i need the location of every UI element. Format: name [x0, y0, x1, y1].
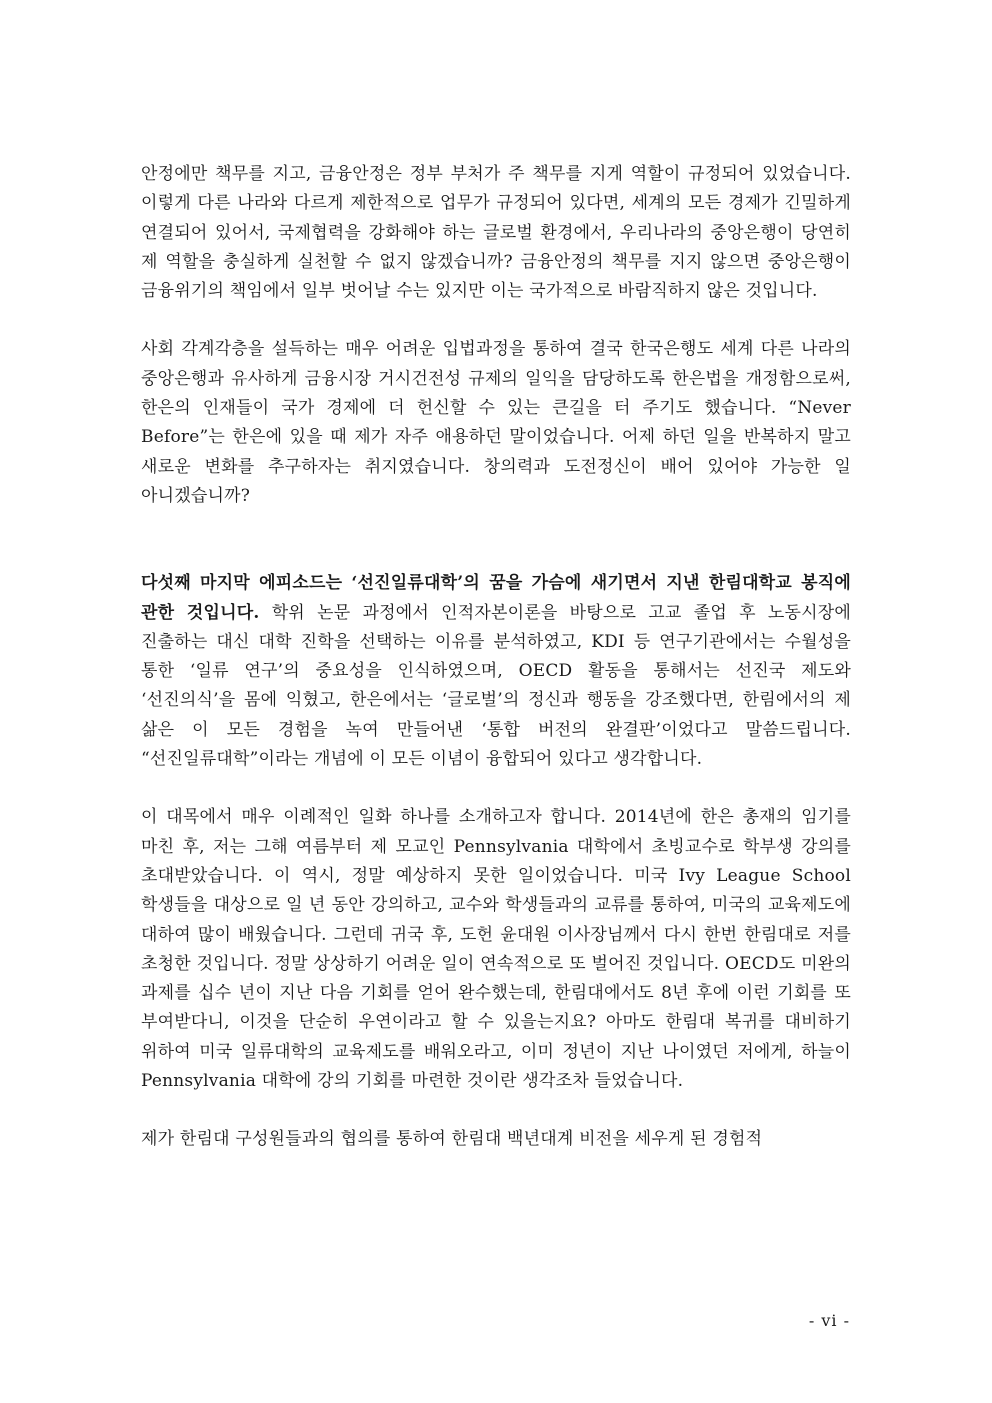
page-number: - vi -: [808, 1311, 850, 1330]
paragraph-fifth-episode: [141, 569, 851, 774]
paragraph-central-bank-mandate: 안정에만 책무를 지고, 금융안정은 정부 부처가 주 책무를 지게 역할이 규정되어 있었습니다. 이렇게 다른 나라와 다르게 제한적으로 업무가 규정되어 있다면, 세계의 모든 경제가 긴밀하게 연결되어 있어서, 국제협력을 강화해야 하는 글로벌 환경에서, 우리나라의 중앙은행이 당연히 제 역할을 충실하게 실천할 수 없지 않겠습니까? 금융안정의 책무를 지지 않으면 중앙은행이 금융위기의 책임에서 일부 벗어날 수는 있지만 이는 국가적으로 바람직하지 않은 것입니다.: [141, 164, 851, 302]
fifth-episode-heading: 다섯째 마지막 에피소드는 ‘선진일류대학’의 꿈을 가슴에 새기면서 지낸 한림대학교 봉직에 관한 것입니다.: [141, 573, 851, 623]
body-text: [141, 160, 851, 1155]
fifth-episode-body: 학위 논문 과정에서 인적자본이론을 바탕으로 고교 졸업 후 노동시장에 진출하는 대신 대학 진학을 선택하는 이유를 분석하였고, KDI 등 연구기관에서는 수월성을 통한 ‘일류 연구’의 중요성을 인식하였으며, OECD 활동을 통해서는 선진국 제도와 ‘선진의식’을 몸에 익혔고, 한은에서는 ‘글로벌’의 정신과 행동을 강조했다면, 한림에서의 제 삶은 이 모든 경험을 녹여 만들어낸 ‘통합 버전의 완결판’이었다고 말씀드립니다. “선진일류대학”이라는 개념에 이 모든 이념이 융합되어 있다고 생각합니다.: [141, 602, 851, 770]
paragraph-hallym-vision: 제가 한림대 구성원들과의 협의를 통하여 한림대 백년대계 비전을 세우게 된 경험적: [141, 1129, 763, 1150]
paragraph-penn-anecdote: 이 대목에서 매우 이례적인 일화 하나를 소개하고자 합니다. 2014년에 한은 총재의 임기를 마친 후, 저는 그해 여름부터 제 모교인 Pennsylvania 대학에서 초빙교수로 학부생 강의를 초대받았습니다. 이 역시, 정말 예상하지 못한 일이었습니다. 미국 Ivy League School 학생들을 대상으로 일 년 동안 강의하고, 교수와 학생들과의 교류를 통하여, 미국의 교육제도에 대하여 많이 배웠습니다. 그런데 귀국 후, 도헌 윤대원 이사장님께서 다시 한번 한림대로 저를 초청한 것입니다. 정말 상상하기 어려운 일이 연속적으로 또 벌어진 것입니다. OECD도 미완의 과제를 십수 년이 지난 다음 기회를 얻어 완수했는데, 한림대에서도 8년 후에 이런 기회를 또 부여받다니, 이것을 단순히 우연이라고 할 수 있을는지요? 아마도 한림대 복귀를 대비하기 위하여 미국 일류대학의 교육제도를 배워오라고, 이미 정년이 지난 나이였던 저에게, 하늘이 Pennsylvania 대학에 강의 기회를 마련한 것이란 생각조차 들었습니다.: [141, 807, 851, 1092]
paragraph-bok-act-revision: 사회 각계각층을 설득하는 매우 어려운 입법과정을 통하여 결국 한국은행도 세계 다른 나라의 중앙은행과 유사하게 금융시장 거시건전성 규제의 일익을 담당하도록 한은법을 개정함으로써, 한은의 인재들이 국가 경제에 더 헌신할 수 있는 큰길을 터 주기도 했습니다. “Never Before”는 한은에 있을 때 제가 자주 애용하던 말이었습니다. 어제 하던 일을 반복하지 말고 새로운 변화를 추구하자는 취지였습니다. 창의력과 도전정신이 배어 있어야 가능한 일 아니겠습니까?: [141, 339, 851, 506]
